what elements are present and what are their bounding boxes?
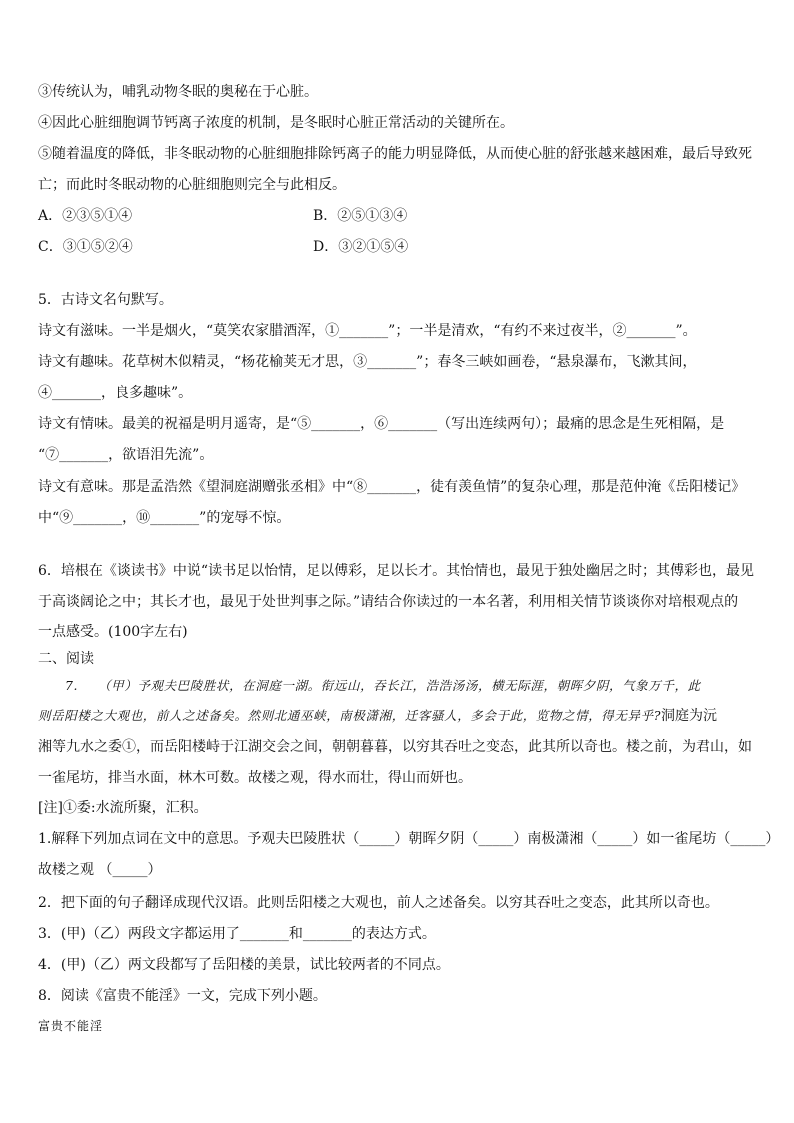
sentence-4: ④因此心脏细胞调节钙离子浓度的机制，是冬眠时心脏正常活动的关键所在。 [38, 115, 514, 131]
section-heading: 二、阅读 [38, 651, 94, 667]
sub-question-1-line-2: 故楼之观 （_____） [38, 862, 162, 878]
passage-line-4: 一雀尾坊，排当水面，林木可数。故楼之观，得水而壮，得山而妍也。 [38, 770, 472, 786]
passage-line-2-part-b: 洞庭为沅 [661, 708, 718, 724]
question-6-line-1: 6．培根在《谈读书》中说“读书足以怡情，足以傅彩，足以长才。其怡情也，最见于独处幽居之时；其傅彩也，最见 [38, 563, 755, 579]
question-6-line-2: 于高谈阔论之中；其长才也，最见于处世判事之际。”请结合你读过的一本名著，利用相关情节谈谈你对培根观点的 [38, 594, 739, 610]
question-5-line-4: 诗文有情味。最美的祝福是明月遥寄，是“⑤_______，⑥_______（写出连续两句）；最痛的思念是生死相隔，是 [38, 416, 725, 432]
sub-question-1-line-1: 1.解释下列加点词在文中的意思。予观夫巴陵胜状（_____）朝晖夕阴（_____）南极潇湘（_____）如一雀尾坊（_____） [38, 831, 780, 847]
sentence-5-line-2: 亡；而此时冬眠动物的心脏细胞则完全与此相反。 [38, 177, 346, 193]
option-a: A．②③⑤①④ [38, 208, 133, 224]
option-c: C．③①⑤②④ [38, 239, 133, 255]
passage-line-2-part-a: 则岳阳楼之大观也，前人之述备矣。然则北通巫峡，南极潇湘，迁客骚人，多会于此，览物之情，得无异乎? [38, 708, 662, 723]
sub-question-3: 3．(甲)（乙）两段文字都运用了_______和_______的表达方式。 [38, 926, 436, 942]
option-b: B．②⑤①③④ [313, 208, 408, 224]
question-8: 8．阅读《富贵不能淫》一文，完成下列小题。 [38, 988, 327, 1004]
passage-note: [注]①委:水流所聚，汇积。 [38, 800, 208, 816]
question-5-line-1: 诗文有滋味。一半是烟火，“莫笑农家腊酒浑，①_______”；一半是清欢，“有约不来过夜半，②_______”。 [38, 323, 697, 339]
passage-line-1: 7. （甲）予观夫巴陵胜状，在洞庭一湖。衔远山，吞长江，浩浩汤汤，横无际涯，朝晖夕阴，气象万千，此 [65, 678, 701, 693]
sentence-3: ③传统认为，哺乳动物冬眠的奥秘在于心脏。 [38, 84, 318, 100]
sub-question-2: 2．把下面的句子翻译成现代汉语。此则岳阳楼之大观也，前人之述备矣。以穷其吞吐之变态，此其所以奇也。 [38, 895, 719, 911]
sentence-5-line-1: ⑤随着温度的降低，非冬眠动物的心脏细胞排除钙离子的能力明显降低，从而使心脏的舒张越来越困难，最后导致死 [38, 146, 752, 162]
question-5-line-7: 中“⑨_______，⑩_______”的宠辱不惊。 [38, 510, 291, 526]
question-5-title: 5．古诗文名句默写。 [38, 292, 173, 308]
question-5-line-2: 诗文有趣味。花草树木似精灵，“杨花榆荚无才思，③_______”；春冬三峡如画卷，“悬泉瀑布，飞漱其间， [38, 354, 697, 370]
question-6-line-3: 一点感受。(100字左右) [38, 624, 188, 640]
question-5-line-3: ④_______，良多趣味”。 [38, 385, 193, 401]
passage-line-2 [38, 706, 717, 726]
passage-line-3: 湘等九水之委①，而岳阳楼峙于江湖交会之间，朝朝暮暮，以穷其吞吐之变态，此其所以奇也。楼之前，为君山，如 [38, 739, 752, 755]
option-d: D．③②①⑤④ [313, 239, 409, 255]
question-5-line-5: “⑦_______，欲语泪先流”。 [38, 447, 214, 463]
question-5-line-6: 诗文有意味。那是孟浩然《望洞庭湖赠张丞相》中“⑧_______，徒有羡鱼情”的复杂心理，那是范仲淹《岳阳楼记》 [38, 479, 746, 495]
sub-question-4: 4．(甲)（乙）两文段都写了岳阳楼的美景，试比较两者的不同点。 [38, 957, 450, 973]
question-8-passage-title: 富贵不能淫 [38, 1019, 104, 1033]
